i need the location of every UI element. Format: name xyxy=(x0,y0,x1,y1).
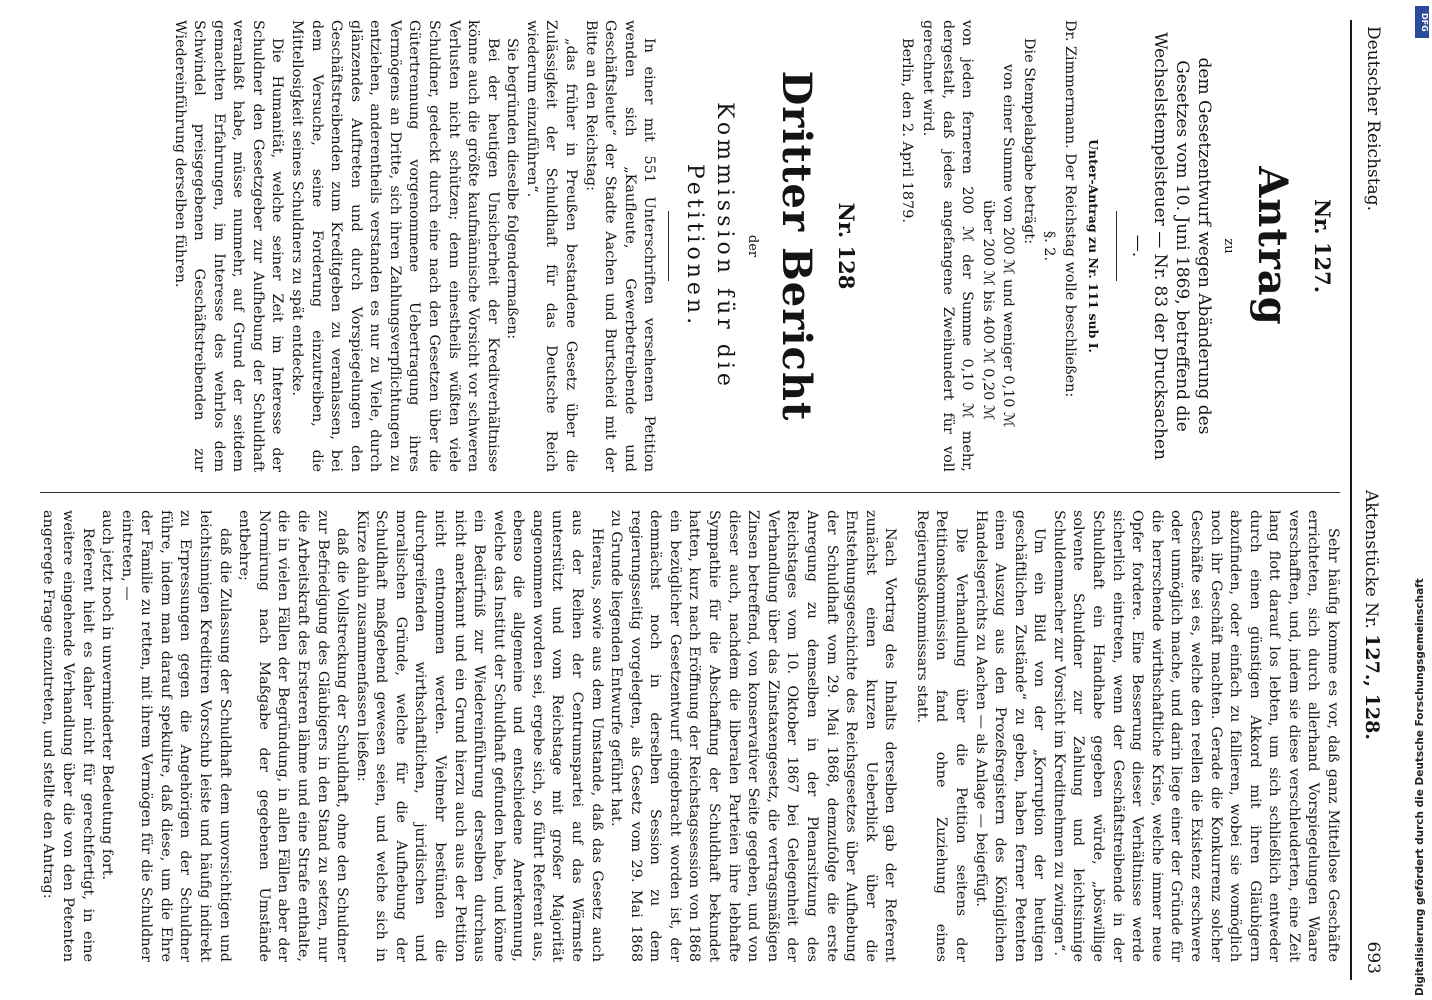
report-paragraph: Die Verhandlung über die Petition seitens der Petitionskommission fand ohne Zuziehung eines Regierungskommissars statt. xyxy=(913,510,970,962)
item-128-number: Nr. 128 xyxy=(833,202,859,290)
report-paragraph: Hieraus, sowie aus dem Umstande, daß das Gesetz auch aus der Reihen der Centrumspartei auf das Wärmste unterstützt und vom Reichstage mit großer Majorität angenommen worden sei, ergebe sich, so führt Referent aus, ebenso die allgemeine und entschiedene Anerkennung, welche das Institut der Schuldhaft gefunden habe, und könne ein Bedürfniß zur Wiedereinführung derselben durchaus nicht anerkannt und ein Grund hierzu auch aus der Petition nicht entnommen werden. Vielmehr bestünden die durchgreifenden wirthschaftlichen, juridischen und moralischen Gründe, welche für die Aufhebung der Schuldhaft maßgebend gewesen seien, und welche sich in Kürze dahin zusammenfassen ließen: xyxy=(353,510,605,962)
page-number: 693 xyxy=(1363,941,1383,974)
report-paragraph: daß die Zulassung der Schuldhaft dem unvorsichtigen und leichtsinnigen Kreditiren Vorschub leiste und häufig indirekt zu Erpressungen gegen die Angehörigen der Schuldner führe, indem man darauf spekulire, daß diese, um die Ehre der Familie zu retten, mit ihrem Vermögen für die Schuldner eintreten, — xyxy=(118,510,233,962)
column-divider xyxy=(40,492,1340,493)
stamp-intro: Die Stempelabgabe beträgt: xyxy=(1020,38,1037,245)
report-paragraph: Sie begründen dieselbe folgendermaßen: xyxy=(504,38,521,340)
left-column xyxy=(16,20,1342,472)
report-paragraph: In einer mit 551 Unterschriften versehenen Petition wenden sich „Kaufleute, Gewerbetreibende und Geschäftsleute“ der Stadte Aachen und Burtscheid mit der Bitte an den Reichstag: xyxy=(582,20,658,472)
header-numbers: 127., 128. xyxy=(1361,634,1383,740)
motion-text xyxy=(897,20,1079,472)
digitization-credit xyxy=(1412,0,1432,1000)
credit-text: Digitalisierung gefördert durch die Deutsche Forschungsgemeinschaft xyxy=(1414,578,1426,996)
item-127-zu: zu xyxy=(1221,238,1237,254)
amendment-label: Unter-Antrag zu Nr. 111 sub I. xyxy=(1086,139,1102,353)
running-header xyxy=(1350,20,1388,980)
report-paragraph: Nach Vortrag des Inhalts derselben gab der Referent zunächst einen kurzen Ueberblick über die Entstehungsgeschichte des Reichsgesetzes über Aufhebung der Schuldhaft vom 29. Mai 1868, demzufolge die erste Anregung zu demselben in der Plenarsitzung des Reichstages vom 10. Oktober 1867 bei Gelegenheit der Verhandlung über das Zinstaxengesetz, die vertragsmäßigen Zinsen betreffend, von konservativer Seite gegeben, und von dieser auch, nachdem die liberalen Parteien ihre lebhafte Sympathie für die Abschaffung der Schuldhaft bekundet hatten, kurz nach Eröffnung der Reichstagssession von 1868 ein bezüglicher Gesetzentwurf eingebracht worden ist, der demnächst noch in derselben Session zu dem regierungsseitig vorgelegten, als Gesetz vom 29. Mai 1868 zu Grunde liegenden Entwurfe geführt hat. xyxy=(608,510,899,962)
report-paragraph: Bei der heutigen Unsicherheit der Kreditverhältnisse könne auch die größte kaufmännische Vorsicht vor schweren Verlusten nicht schützen; denn einestheils wüßten viele Schuldner, gedeckt durch eine nach den Gesetzen über die Gütertrennung vorgenommene Uebertragung ihres Vermögens an Dritte, sich ihren Zahlungsverpflichtungen zu entziehen, anderentheils verstanden es nur zu Viele, durch glänzendes Auftreten und durch Vorspiegelungen den Geschäftstreibenden zum Kreditgeben zu veranlassen, bei dem Versuche, seine Forderung einzutreiben, die Mittellosigkeit seines Schuldners zu spät entdecke. xyxy=(288,20,501,472)
item-128-der: der xyxy=(744,234,760,258)
document-page xyxy=(10,10,1390,990)
item-128-title: Dritter Bericht xyxy=(773,70,821,422)
report-paragraph: auch jetzt noch in unverminderter Bedeutung fort. xyxy=(99,510,116,881)
motion-intro xyxy=(1059,20,1079,472)
item-128-commission: Kommission für die Petitionen. xyxy=(682,102,738,390)
separator-rule-2 xyxy=(668,211,669,281)
item-127-subject: dem Gesetzentwurf wegen Abänderung des Gesetzes vom 10. Juni 1869, betreffend die Wechselstempelsteuer — Nr. 83 der Drucksachen —. xyxy=(1128,32,1215,460)
paragraph-sign: §. 2. xyxy=(1041,230,1058,262)
header-publication: Deutscher Reichstag. xyxy=(1363,26,1383,211)
report-paragraph: „das früher in Preußen bestandene Gesetz über die Zulässigkeit der Schuldhaft für das Deutsche Reich wiederum einzuführen“. xyxy=(523,20,580,472)
header-document-numbers xyxy=(1358,490,1384,740)
mover-name: Dr. Zimmermann. xyxy=(1062,20,1079,149)
separator-rule xyxy=(1116,211,1117,281)
motion-resolution: Der Reichstag wolle beschließen: xyxy=(1062,153,1079,398)
report-paragraph: Sehr häufig komme es vor, daß ganz Mittellose Geschäfte errichteten, sich durch allerhand Vorspiegelungen Waare verschafften, und, indem sie diese verschleuderten, eine Zeit lang flott darauf los lebten, um sich schließlich entweder durch einen günstigen Akkord mit ihren Gläubigern abzufinden, oder einfach zu fallieren, wobei sie womöglich noch ihr Geschäft machten. Gerade die Konkurrenz solcher Geschäfte sei es, welche den reellen die Existenz erschwere oder unmöglich mache, und darin liege einer der Gründe für die herrschende wirthschaftliche Krise, welche immer neue Opfer fordere. Eine Besserung dieser Verhältnisse werde sicherlich eintreten, wenn der Geschäftstreibende in der Schuldhaft ein Handhabe gegeben würde, „böswillige solvente Schuldner zur Zahlung und leichtsinnige Schuldenmacher zur Vorsicht im Kreditnehmen zu zwingen“. xyxy=(1050,510,1341,962)
dfg-logo: DFG xyxy=(1415,6,1429,38)
item-127-title: Antrag xyxy=(1249,166,1297,326)
item-127-number: Nr. 127. xyxy=(1310,198,1335,294)
report-paragraph: Die Humanität, welche seiner Zeit im Interesse der Schuldner den Gesetzgeber zur Aufhebung der Schuldhaft veranlaßt habe, müsse nunmehr, auf Grund der seitdem gemachten Erfahrungen, im Interesse des wehrlos dem Schwindel preisgegebenen Geschäftstreibenden zur Wiedereinführung derselben führen. xyxy=(171,20,286,472)
fee-line-2: über 200 ℳ bis 400 ℳ 0,20 ℳ xyxy=(979,200,996,421)
report-text-part-1 xyxy=(169,20,658,472)
report-paragraph: Um ein Bild von der „Korruption der heutigen geschäftlichen Zustände“ zu geben, haben ferner Petenten einen Auszug aus den Prozeßregistern des Königlichen Handelsgerichts zu Aachen — als Anlage — beigefügt. xyxy=(972,510,1048,962)
right-column xyxy=(16,510,1342,962)
fee-line-1: von einer Summe von 200 ℳ und weniger 0,10 ℳ xyxy=(1000,64,1017,428)
report-paragraph: Referent hielt es daher nicht für gerechtfertigt, in eine weitere eingehende Verhandlung über die von den Petenten angeregte Frage einzutreten, und stellte den Antrag: xyxy=(40,510,96,962)
report-paragraph: daß die Vollstreckung der Schuldhaft, ohne den Schuldner zur Befriedigung des Gläubigers in den Stand zu setzen, nur die Arbeitskraft des Ersteren lähme und eine Strafe enthalte, die in vielen Fällen der Begründung, in allen Fällen aber der Normirung nach Maßgabe der gegebenen Umstände entbehre; xyxy=(236,510,351,962)
motion-date: Berlin, den 2. April 1879. xyxy=(899,38,916,223)
report-text-part-2 xyxy=(38,510,1342,962)
fee-line-3: von jeden ferneren 200 ℳ der Summe 0,10 ℳ mehr, dergestalt, daß jedes angefangene Zweihundert für voll gerechnet wird. xyxy=(919,20,976,472)
header-prefix: Aktenstücke Nr. xyxy=(1361,490,1381,629)
